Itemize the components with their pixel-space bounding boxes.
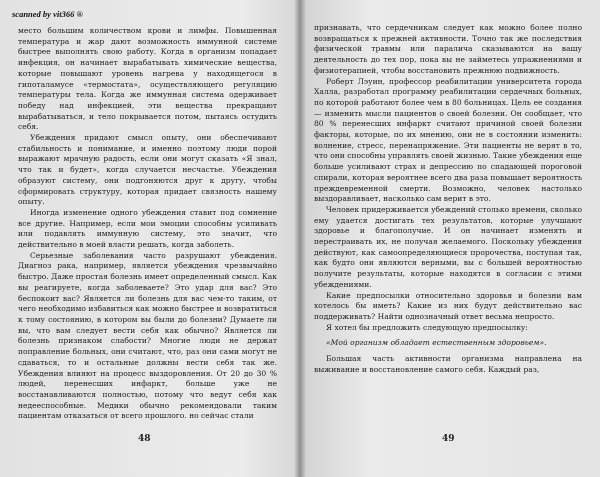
quote: «Мой организм обладает естественным здоровьем». xyxy=(326,338,547,348)
paragraph: Серьезные заболевания часто разрушают убеждения. Диагноз рака, например, является убеждения чрезвычайно быстро. Даже простая болезнь имеет определенный смысл. Как вы реагируете, когда заболеваете? Это удар для вас? Это беспокоит вас? Является ли болезнь для вас чем-то таким, от чего необходимо избавиться как можно быстрее и возвратиться к тому состоянию, в котором вы были до болезни? Думаете ли вы, что вам следует вести себя как обычно? Является ли болезнь признаком слабости? Многие люди не держат поправление больных, они считают, что, раз они сами могут не сдаваться, то и остальные должны вести себя так же. Убеждения влияют на процесс выздоровления. От 20 до 30 % людей, перенесших инфаркт, больше уже не восстанавливаются полностью, потому что ведут себя как недееспособные. Медики обычно рекомендовали таким пациентам отказаться от всего прошлого. но сейчас стали xyxy=(18,250,277,421)
page-number-right: 49 xyxy=(442,434,455,444)
paragraph: Человек придерживается убеждений столько времени, сколько ему удается достигать тех результатов, которые улучшают здоровье и благополучие. И он начинает изменять и перестраивать их, не получая желаемого. Поскольку убеждения действуют, как самоопределяющиеся пророчества, поступая так, как будто они являются верными, вы с большей вероятностью получите результаты, которые находятся в согласии с этими убеждениями. xyxy=(314,204,582,289)
paragraph: Я хотел бы предложить следующую предпосылку: xyxy=(326,322,528,332)
right-page-text xyxy=(314,23,582,376)
paragraph: признавать, что сердечникам следует как можно более полно возвращаться к прежней активности. Точно так же последствия физической травмы или паралича сказываются на вашу деятельность до тех пор, пока вы не займетесь упражнениями и физиотерапией, чтобы восстановить прежнюю подвижность. xyxy=(314,23,582,75)
scanner-watermark: scanned by vit366 ® xyxy=(12,9,83,19)
paragraph: Убеждения придают смысл опыту, они обеспечивают стабильность и понимание, и именно поэтому люди порой выражают мрачную радость, если они могут сказать «Я знал, что так и будет», когда случается несчастье. Убеждения образуют систему, они подгоняются друг к другу, чтобы сформировать структуру, которая придает связность нашему опыту. xyxy=(18,133,277,207)
paragraph: Иногда изменение одного убеждения ставит под сомнение все другие. Например, если мои эмоции способны усиливать или подавлять иммунную систему, это значит, что действительно в моей власти решать, когда заболеть. xyxy=(18,207,277,250)
paragraph: Большая часть активности организма направлена на выживание и восстановление самого себя. Каждый раз, xyxy=(314,354,582,374)
paragraph: Роберт Лэуин, профессор реабилитации университета города Халла, разработал программу реабилитации сердечных больных, по которой работают более чем в 80 больницах. Цель ее создания — изменить мысли пациентов о своей болезни. Он сообщает, что 80 % перенесших инфаркт считают причиной своей болезни факторы, которые, по их мнению, они не в состоянии изменить: волнение, стресс, перенапряжение. Эти пациенты не верят в то, что они способны управлять своей жизнью. Такие убеждения еще больше усиливают страх и депрессию по спадающей пороговой спирали, которая вероятнее всего два раза повышает вероятность преждевременной смерти. Возможно, человек настолько выздоравливает, насколько сам верит в это. xyxy=(314,76,582,204)
paragraph: Какие предпосылки относительно здоровья и болезни вам хотелось бы иметь? Какие из них будут действительно вас поддерживать? Найти однозначный ответ весьма непросто. xyxy=(314,290,582,321)
paragraph: место большим количеством крови и лимфы. Повышенная температура и жар дают возможность иммунной системе быстрее выполнять свою работу. Когда в организм попадает инфекция, он начинает вырабатывать химические вещества, которые повышают уровень нагрева у находящегося в гипоталамусе «термостата», осуществляющего регуляцию температуры тела. Когда же иммунная система одерживает победу над инфекцией, эти вещества прекращают вырабатываться, и тело покрывается потом, пытаясь остудить себя. xyxy=(18,26,277,132)
left-page-text xyxy=(18,26,277,422)
left-page xyxy=(0,0,298,477)
right-page xyxy=(302,0,600,477)
page-number-left: 48 xyxy=(138,434,151,444)
